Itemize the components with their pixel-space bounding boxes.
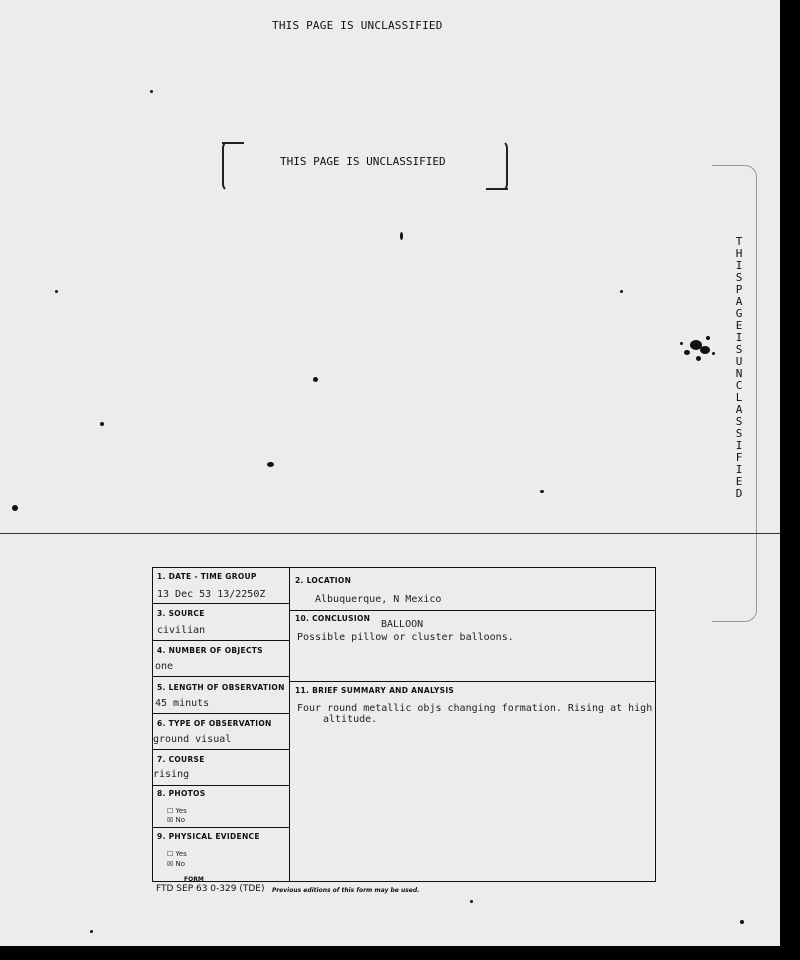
objects-value: one: [155, 661, 174, 672]
summary-label: 11. BRIEF SUMMARY AND ANALYSIS: [295, 686, 455, 695]
top-classification-banner: THIS PAGE IS UNCLASSIFIED: [272, 19, 443, 32]
fold-line: [0, 533, 780, 534]
bracketed-classification-banner: THIS PAGE IS UNCLASSIFIED: [280, 155, 446, 168]
length-value: 45 minuts: [155, 698, 210, 709]
form-divider: [153, 640, 289, 641]
date-time-label: 1. DATE - TIME GROUP: [157, 572, 257, 581]
conclusion-label: 10. CONCLUSION: [295, 614, 371, 623]
form-divider: [153, 785, 289, 786]
dust-speck: [620, 290, 623, 293]
physical-evidence-yes-checkbox: ☐ Yes: [167, 850, 187, 858]
dust-speck: [267, 462, 274, 467]
location-label: 2. LOCATION: [295, 576, 352, 585]
physical-evidence-label: 9. PHYSICAL EVIDENCE: [157, 832, 260, 841]
dust-speck: [740, 920, 744, 924]
form-code: FTD SEP 63 0-329 (TDE): [156, 884, 265, 894]
dust-speck: [400, 232, 403, 240]
vertical-classification-banner: THIS PAGE IS UNCLASSIFIED: [735, 235, 743, 500]
date-time-value: 13 Dec 53 13/2250Z: [157, 589, 266, 600]
dust-speck: [470, 900, 473, 903]
form-divider: [153, 827, 289, 828]
form-divider: [289, 681, 655, 682]
dust-speck: [100, 422, 104, 426]
conclusion-title: BALLOON: [381, 619, 424, 630]
dust-speck: [12, 505, 18, 511]
summary-line-2: altitude.: [323, 714, 378, 725]
form-divider: [153, 676, 289, 677]
length-label: 5. LENGTH OF OBSERVATION: [157, 683, 285, 692]
form-column-divider: [289, 568, 290, 881]
form-divider: [289, 610, 655, 611]
ufo-report-form: [152, 567, 656, 882]
dust-speck: [313, 377, 318, 382]
form-divider: [153, 749, 289, 750]
dust-speck: [90, 930, 93, 933]
source-value: civilian: [157, 625, 206, 636]
scan-border-right: [780, 0, 800, 960]
form-divider: [153, 713, 289, 714]
location-value: Albuquerque, N Mexico: [315, 594, 442, 605]
observation-type-value: ground visual: [153, 734, 232, 745]
form-edition-note: Previous editions of this form may be used.: [272, 887, 420, 894]
physical-evidence-no-checkbox: ☒ No: [167, 860, 186, 868]
objects-label: 4. NUMBER OF OBJECTS: [157, 646, 263, 655]
form-divider: [153, 603, 289, 604]
photos-no-checkbox: ☒ No: [167, 816, 186, 824]
source-label: 3. SOURCE: [157, 609, 205, 618]
course-value: rising: [153, 769, 190, 780]
dust-speck: [55, 290, 58, 293]
photos-label: 8. PHOTOS: [157, 789, 206, 798]
summary-line-1: Four round metallic objs changing formation. Rising at high: [297, 703, 653, 714]
dust-speck: [540, 490, 544, 493]
course-label: 7. COURSE: [157, 755, 205, 764]
scan-border-bottom: [0, 946, 800, 960]
form-word: FORM: [184, 876, 204, 883]
dust-speck: [150, 90, 153, 93]
photos-yes-checkbox: ☐ Yes: [167, 807, 187, 815]
observation-type-label: 6. TYPE OF OBSERVATION: [157, 719, 272, 728]
ink-smudge: [676, 330, 724, 370]
conclusion-value: Possible pillow or cluster balloons.: [297, 632, 514, 643]
